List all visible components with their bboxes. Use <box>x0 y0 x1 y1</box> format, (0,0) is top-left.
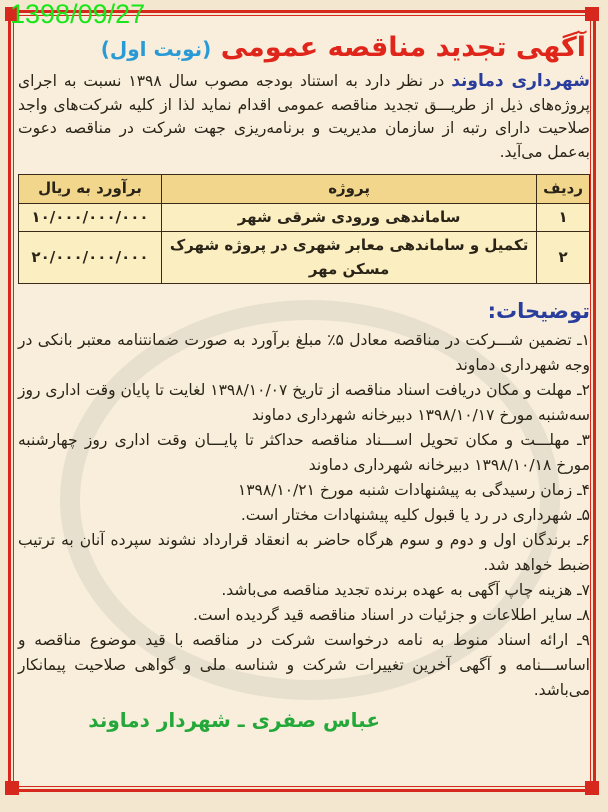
note-item: ۶ـ برندگان اول و دوم و سوم هرگاه حاضر به انعقاد قرارداد نشوند سپرده آنان به ترتیب ضبط خواهد شد. <box>18 530 590 574</box>
projects-table <box>18 174 590 284</box>
note-item: ۸ـ سایر اطلاعات و جزئیات در اسناد مناقصه قید گردیده است. <box>192 605 590 624</box>
ad-content <box>18 70 590 732</box>
note-item: ۱ـ تضمین شـــرکت در مناقصه معادل ۵٪ مبلغ برآورد به صورت ضمانتنامه معتبر بانکی در وجه شهرداری دماوند <box>18 330 590 374</box>
note-item: ۴ـ زمان رسیدگی به پیشنهادات شنبه مورخ ۱۳۹۸/۱۰/۲۱ <box>237 480 590 499</box>
header-project: پروژه <box>162 175 537 204</box>
cell-project: ساماندهی ورودی شرقی شهر <box>162 203 537 232</box>
notes-heading: توضیحات: <box>487 299 590 323</box>
corner-ornament <box>585 7 599 21</box>
header-row-number: ردیف <box>537 175 590 204</box>
note-item: ۷ـ هزینه چاپ آگهی به عهده برنده تجدید مناقصه می‌باشد. <box>221 580 590 599</box>
note-item: ۳ـ مهلـــت و مکان تحویل اســـناد مناقصه حداکثر تا پایـــان وقت اداری روز چهارشنبه مورخ ۱۳۹۸/۱۰/۱۸ دبیرخانه شهرداری دماوند <box>18 430 590 474</box>
signature: عباس صفری ـ شهردار دماوند <box>88 707 380 732</box>
cell-row-number: ۲ <box>537 232 590 284</box>
title-text: آگهی تجدید مناقصه عمومی <box>220 32 586 63</box>
corner-ornament <box>585 781 599 795</box>
cell-row-number: ۱ <box>537 203 590 232</box>
header-estimate: برآورد به ریال <box>19 175 162 204</box>
note-item: ۵ـ شهرداری در رد یا قبول کلیه پیشنهادات مختار است. <box>240 505 590 524</box>
cell-estimate: ۱۰/۰۰۰/۰۰۰/۰۰۰ <box>19 203 162 232</box>
cell-estimate: ۲۰/۰۰۰/۰۰۰/۰۰۰ <box>19 232 162 284</box>
table-row <box>19 203 590 232</box>
cell-project: تکمیل و ساماندهی معابر شهری در پروژه شهرک مسکن مهر <box>162 232 537 284</box>
corner-ornament <box>5 781 19 795</box>
table-row <box>19 232 590 284</box>
table-header-row <box>19 175 590 204</box>
note-item: ۲ـ مهلت و مکان دریافت اسناد مناقصه از تاریخ ۱۳۹۸/۱۰/۰۷ لغایت تا پایان وقت اداری روز سه‌شنبه مورخ ۱۳۹۸/۱۰/۱۷ دبیرخانه شهرداری دماوند <box>18 380 590 424</box>
date-stamp: 1398/09/27 <box>10 0 146 29</box>
note-item: ۹ـ ارائه اسناد منوط به نامه درخواست شرکت در مناقصه با قید موضوع مناقصه و اساســـنامه و آگهی آخرین تغییرات شرکت و شناسه ملی و گواهی صلاحیت پیمانکار می‌باشد. <box>18 630 590 699</box>
intro-text: در نظر دارد به استناد بودجه مصوب سال ۱۳۹۸ نسبت به اجرای پروژه‌های ذیل از طریـــق تجدید مناقصه عمومی اقدام نماید لذا از کلیه شرکت‌های واجد صلاحیت دارای رتبه از سازمان مدیریت و برنامه‌ریزی جهت شرکت در مناقصه دعوت به‌عمل می‌آید. <box>18 72 590 161</box>
ad-title <box>101 30 586 66</box>
organization-name: شهرداری دماوند <box>451 71 590 91</box>
intro-paragraph <box>18 70 590 164</box>
title-subtitle: (نوبت اول) <box>100 37 212 61</box>
